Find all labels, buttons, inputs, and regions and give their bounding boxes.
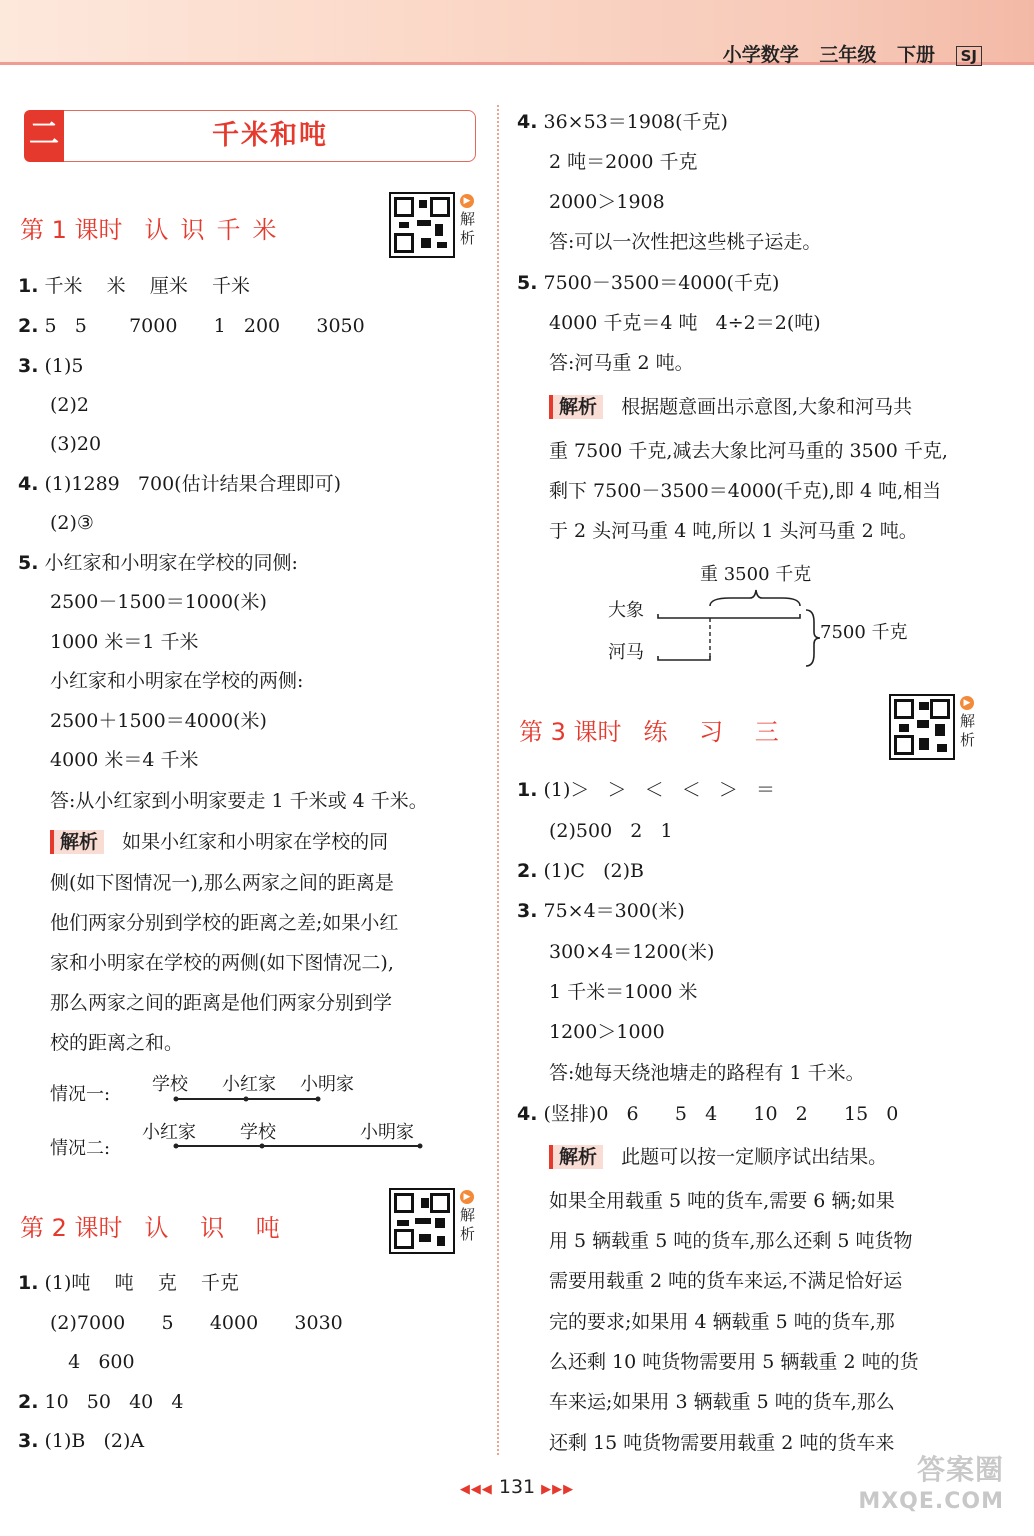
play-icon: ▶ <box>460 1190 474 1204</box>
case-2-dot-school <box>260 1144 265 1149</box>
list-item: 2 吨＝2000 千克 <box>549 151 698 173</box>
analysis-line: 用 5 辆载重 5 吨的货车,那么还剩 5 吨货物 <box>549 1230 913 1252</box>
list-item: 5. 7500－3500＝4000(千克) <box>517 272 780 294</box>
list-item: 1 千米＝1000 米 <box>549 981 698 1003</box>
list-item: 1. (1)＞ ＞ ＜ ＜ ＞ ＝ <box>517 779 776 801</box>
analysis-line: 需要用载重 2 吨的货车来运,不满足恰好运 <box>549 1270 903 1292</box>
analysis-tag: 解析 <box>549 1145 603 1169</box>
analysis-line: 车来运;如果用 3 辆载重 5 吨的货车,那么 <box>549 1391 895 1413</box>
list-item: (3)20 <box>50 433 102 455</box>
qr-label-2: ▶ 解析 <box>460 1192 476 1243</box>
case-1-xiaohong: 小红家 <box>222 1074 276 1095</box>
analysis-line: 校的距离之和。 <box>50 1032 184 1054</box>
list-item: 答:河马重 2 吨。 <box>549 352 694 374</box>
list-item: (2)500 2 1 <box>549 820 673 842</box>
list-item: 4000 米＝4 千米 <box>50 749 199 771</box>
lesson-3-topic: 练 习 三 <box>643 718 791 746</box>
list-item: 4. 36×53＝1908(千克) <box>517 111 728 133</box>
case-2-label: 情况二: <box>50 1138 111 1159</box>
grade: 三年级 <box>819 44 877 66</box>
case-1-school: 学校 <box>152 1074 188 1095</box>
list-item: 2. 5 5 7000 1 200 3050 <box>18 315 365 337</box>
case-2-xiaoming: 小明家 <box>360 1122 414 1143</box>
diagram-elephant: 大象 <box>608 600 644 621</box>
analysis-line: 于 2 头河马重 4 吨,所以 1 头河马重 2 吨。 <box>549 520 918 542</box>
unit-title: 千米和吨 <box>212 120 328 151</box>
list-item: 4000 千克＝4 吨 4÷2＝2(吨) <box>549 312 821 334</box>
case-1-dot-xiaoming <box>316 1097 321 1102</box>
case-2-dot-xiaohong <box>174 1144 179 1149</box>
list-item: 2000＞1908 <box>549 191 665 213</box>
qr-code-2[interactable] <box>389 1188 455 1254</box>
case-1-label: 情况一: <box>50 1084 111 1105</box>
play-icon: ▶ <box>960 696 974 710</box>
analysis-tag: 解析 <box>549 395 603 419</box>
case-diagrams <box>0 0 500 1160</box>
list-item: (2)2 <box>50 394 90 416</box>
analysis-line: 么还剩 10 吨货物需要用 5 辆载重 2 吨的货 <box>549 1351 919 1373</box>
list-item: 1000 米＝1 千米 <box>50 631 199 653</box>
case-1-dot-xiaohong <box>244 1097 249 1102</box>
analysis-line: 家和小明家在学校的两侧(如下图情况二), <box>50 952 394 974</box>
analysis-line: 解析 根据题意画出示意图,大象和河马共 <box>549 395 912 419</box>
analysis-line: 他们两家分别到学校的距离之差;如果小红 <box>50 912 399 934</box>
qr-label-3: ▶ 解析 <box>960 698 976 749</box>
analysis-line: 剩下 7500－3500＝4000(千克),即 4 吨,相当 <box>549 480 942 502</box>
list-item: 2500－1500＝1000(米) <box>50 591 267 613</box>
lesson-3-number: 第 3 课时 <box>519 718 622 746</box>
qr-code-3[interactable] <box>889 694 955 760</box>
list-item: 3. (1)5 <box>18 355 84 377</box>
weight-diagram <box>600 580 830 670</box>
right-brace <box>806 610 820 666</box>
lesson-2-heading <box>20 1208 292 1243</box>
case-1-dot-school <box>174 1097 179 1102</box>
list-item: (2)③ <box>50 512 94 534</box>
list-item: 4. (1)1289 700(估计结果合理即可) <box>18 473 341 495</box>
qr-label-1: ▶ 解析 <box>460 196 476 247</box>
lesson-2-number: 第 2 课时 <box>20 1214 123 1242</box>
diagram-hippo: 河马 <box>608 642 644 663</box>
case-2-dot-xiaoming <box>418 1144 423 1149</box>
list-item: 2500＋1500＝4000(米) <box>50 710 267 732</box>
analysis-line: 完的要求;如果用 4 辆载重 5 吨的货车,那 <box>549 1311 895 1333</box>
lesson-1-number: 第 1 课时 <box>20 216 123 244</box>
analysis-tag: 解析 <box>50 830 104 854</box>
case-2-xiaohong: 小红家 <box>142 1122 196 1143</box>
watermark: 答案圈 MXQE.COM <box>858 1453 1004 1514</box>
diagram-total: 7500 千克 <box>820 622 908 643</box>
lesson-3-heading <box>519 712 791 747</box>
list-item: 3. 75×4＝300(米) <box>517 900 685 922</box>
list-item: 小红家和小明家在学校的两侧: <box>50 670 304 692</box>
list-item: 2. 10 50 40 4 <box>18 1391 184 1413</box>
book-header <box>709 40 982 67</box>
analysis-line: 重 7500 千克,减去大象比河马重的 3500 千克, <box>549 440 948 462</box>
edition: SJ <box>956 46 982 66</box>
list-item: 答:她每天绕池塘走的路程有 1 千米。 <box>549 1062 865 1084</box>
elephant-bar <box>658 614 800 618</box>
list-item: 答:可以一次性把这些桃子运走。 <box>549 231 822 253</box>
analysis-line: 如果全用载重 5 吨的货车,需要 6 辆;如果 <box>549 1190 895 1212</box>
list-item: 4 600 <box>50 1351 135 1373</box>
list-item: (2)7000 5 4000 3030 <box>50 1312 343 1334</box>
unit-number: 二 <box>24 110 64 162</box>
subject: 小学数学 <box>722 44 799 66</box>
list-item: 答:从小红家到小明家要走 1 千米或 4 千米。 <box>50 790 428 812</box>
top-brace <box>710 590 800 606</box>
lesson-2-topic: 认 识 吨 <box>144 1214 292 1242</box>
list-item: 1. (1)吨 吨 克 千克 <box>18 1272 239 1294</box>
diagram-difference: 重 3500 千克 <box>700 564 812 585</box>
hippo-bar <box>658 656 710 660</box>
analysis-line: 解析 如果小红家和小明家在学校的同 <box>50 830 388 854</box>
term: 下册 <box>896 44 935 66</box>
case-1-xiaoming: 小明家 <box>300 1074 354 1095</box>
right-arrows-icon: ▶▶▶ <box>541 1482 575 1497</box>
play-icon: ▶ <box>460 194 474 208</box>
left-arrows-icon: ◀◀◀ <box>459 1482 493 1497</box>
list-item: 5. 小红家和小明家在学校的同侧: <box>18 552 298 574</box>
page-number: 131 <box>498 1476 536 1498</box>
list-item: 1200＞1000 <box>549 1021 665 1043</box>
list-item: 1. 千米 米 厘米 千米 <box>18 275 250 297</box>
analysis-line: 解析 此题可以按一定顺序试出结果。 <box>549 1145 887 1169</box>
list-item: 4. (竖排)0 6 5 4 10 2 15 0 <box>517 1103 899 1125</box>
list-item: 3. (1)B (2)A <box>18 1430 145 1452</box>
lesson-1-topic: 认识千米 <box>144 216 289 244</box>
case-2-school: 学校 <box>240 1122 276 1143</box>
analysis-line: 还剩 15 吨货物需要用载重 2 吨的货车来 <box>549 1432 895 1454</box>
analysis-line: 那么两家之间的距离是他们两家分别到学 <box>50 992 393 1014</box>
list-item: 2. (1)C (2)B <box>517 860 644 882</box>
analysis-line: 侧(如下图情况一),那么两家之间的距离是 <box>50 872 394 894</box>
list-item: 300×4＝1200(米) <box>549 941 715 963</box>
